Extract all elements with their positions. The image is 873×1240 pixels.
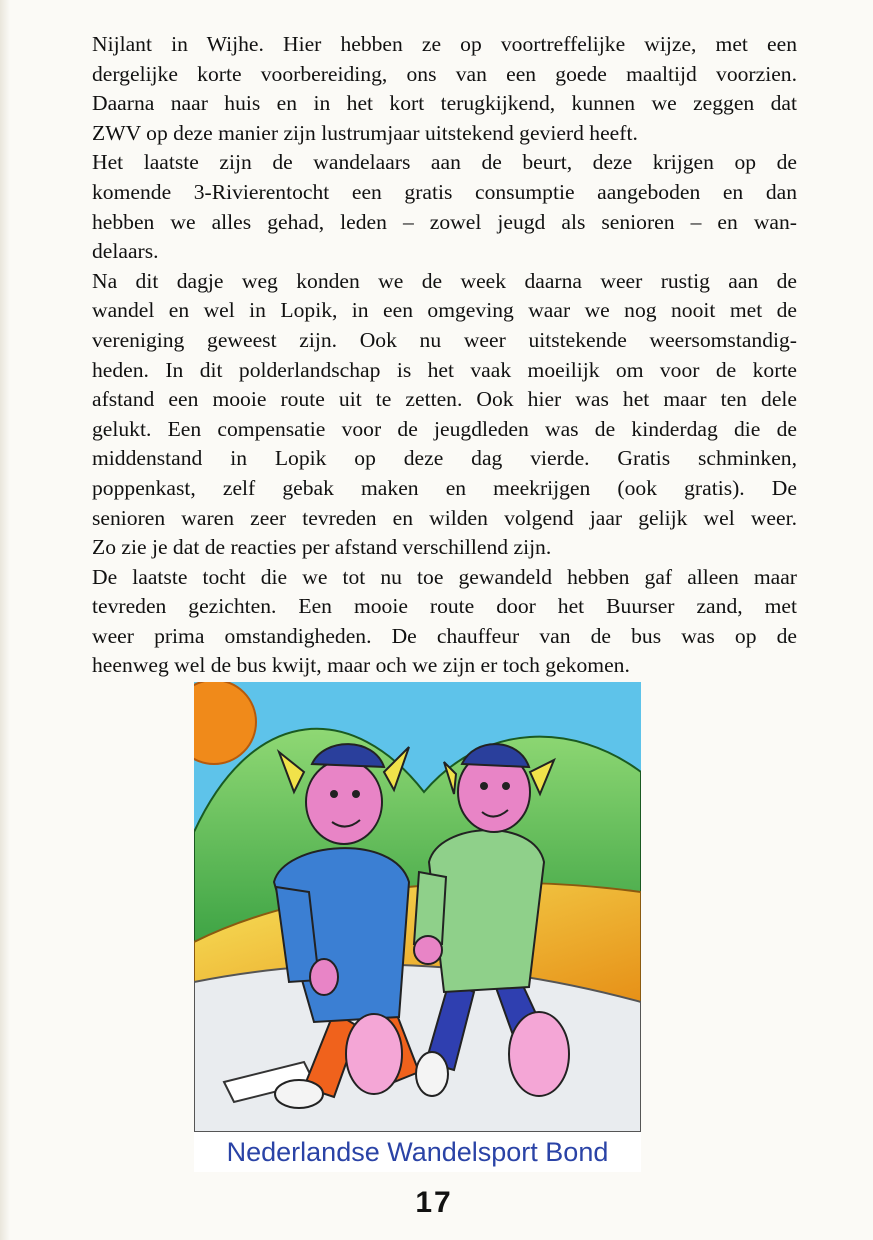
text-line: Nijlant in Wijhe. Hier hebben ze op voortreffelijke wijze, met een xyxy=(92,32,797,56)
text-line: Na dit dagje weg konden we de week daarna weer rustig aan de xyxy=(92,268,797,293)
article-body xyxy=(92,30,797,681)
text-line: middenstand in Lopik op deze dag vierde. Gratis schminken, xyxy=(92,446,797,471)
text-line: De laatste tocht die we tot nu toe gewandeld hebben gaf alleen maar xyxy=(92,564,797,589)
page-edge xyxy=(0,0,10,1240)
text-line: komende 3-Rivierentocht een gratis consumptie aangeboden en dan xyxy=(92,179,797,204)
text-line: weer prima omstandigheden. De chauffeur van de bus was op de xyxy=(92,623,797,648)
text-line: heden. In dit polderlandschap is het vaak moeilijk om voor de korte xyxy=(92,357,797,382)
text-line: Het laatste zijn de wandelaars aan de beurt, deze krijgen op de xyxy=(92,150,797,175)
text-line: ZWV op deze manier zijn lustrumjaar uitstekend gevierd heeft. xyxy=(92,120,638,145)
walkers-illustration xyxy=(194,682,641,1172)
text-line: Zo zie je dat de reacties per afstand verschillend zijn. xyxy=(92,535,552,560)
road xyxy=(194,965,641,1132)
text-line: tevreden gezichten. Een mooie route door het Buurser zand, met xyxy=(92,594,797,619)
walkers-drawing xyxy=(194,682,641,1132)
text-line: hebben we alles gehad, leden – zowel jeugd als senioren – en wan- xyxy=(92,209,797,234)
page-number: 17 xyxy=(415,1186,453,1219)
text-line: Daarna naar huis en in het kort terugkijkend, kunnen we zeggen dat xyxy=(92,91,797,116)
text-line: delaars. xyxy=(92,239,159,264)
text-line: wandel en wel in Lopik, in een omgeving waar we nog nooit met de xyxy=(92,298,797,323)
text-line: senioren waren zeer tevreden en wilden volgend jaar gelijk wel weer. xyxy=(92,505,797,530)
illustration-caption: Nederlandse Wandelsport Bond xyxy=(194,1132,641,1172)
text-line: poppenkast, zelf gebak maken en meekrijgen (ook gratis). De xyxy=(92,475,797,500)
text-line: vereniging geweest zijn. Ook nu weer uitstekende weersomstandig- xyxy=(92,327,797,352)
text-line: gelukt. Een compensatie voor de jeugdleden was de kinderdag die de xyxy=(92,416,797,441)
text-line: afstand een mooie route uit te zetten. Ook hier was het maar ten dele xyxy=(92,387,797,412)
text-line: heenweg wel de bus kwijt, maar och we zijn er toch gekomen. xyxy=(92,653,630,678)
text-line: dergelijke korte voorbereiding, ons van een goede maaltijd voorzien. xyxy=(92,61,797,86)
